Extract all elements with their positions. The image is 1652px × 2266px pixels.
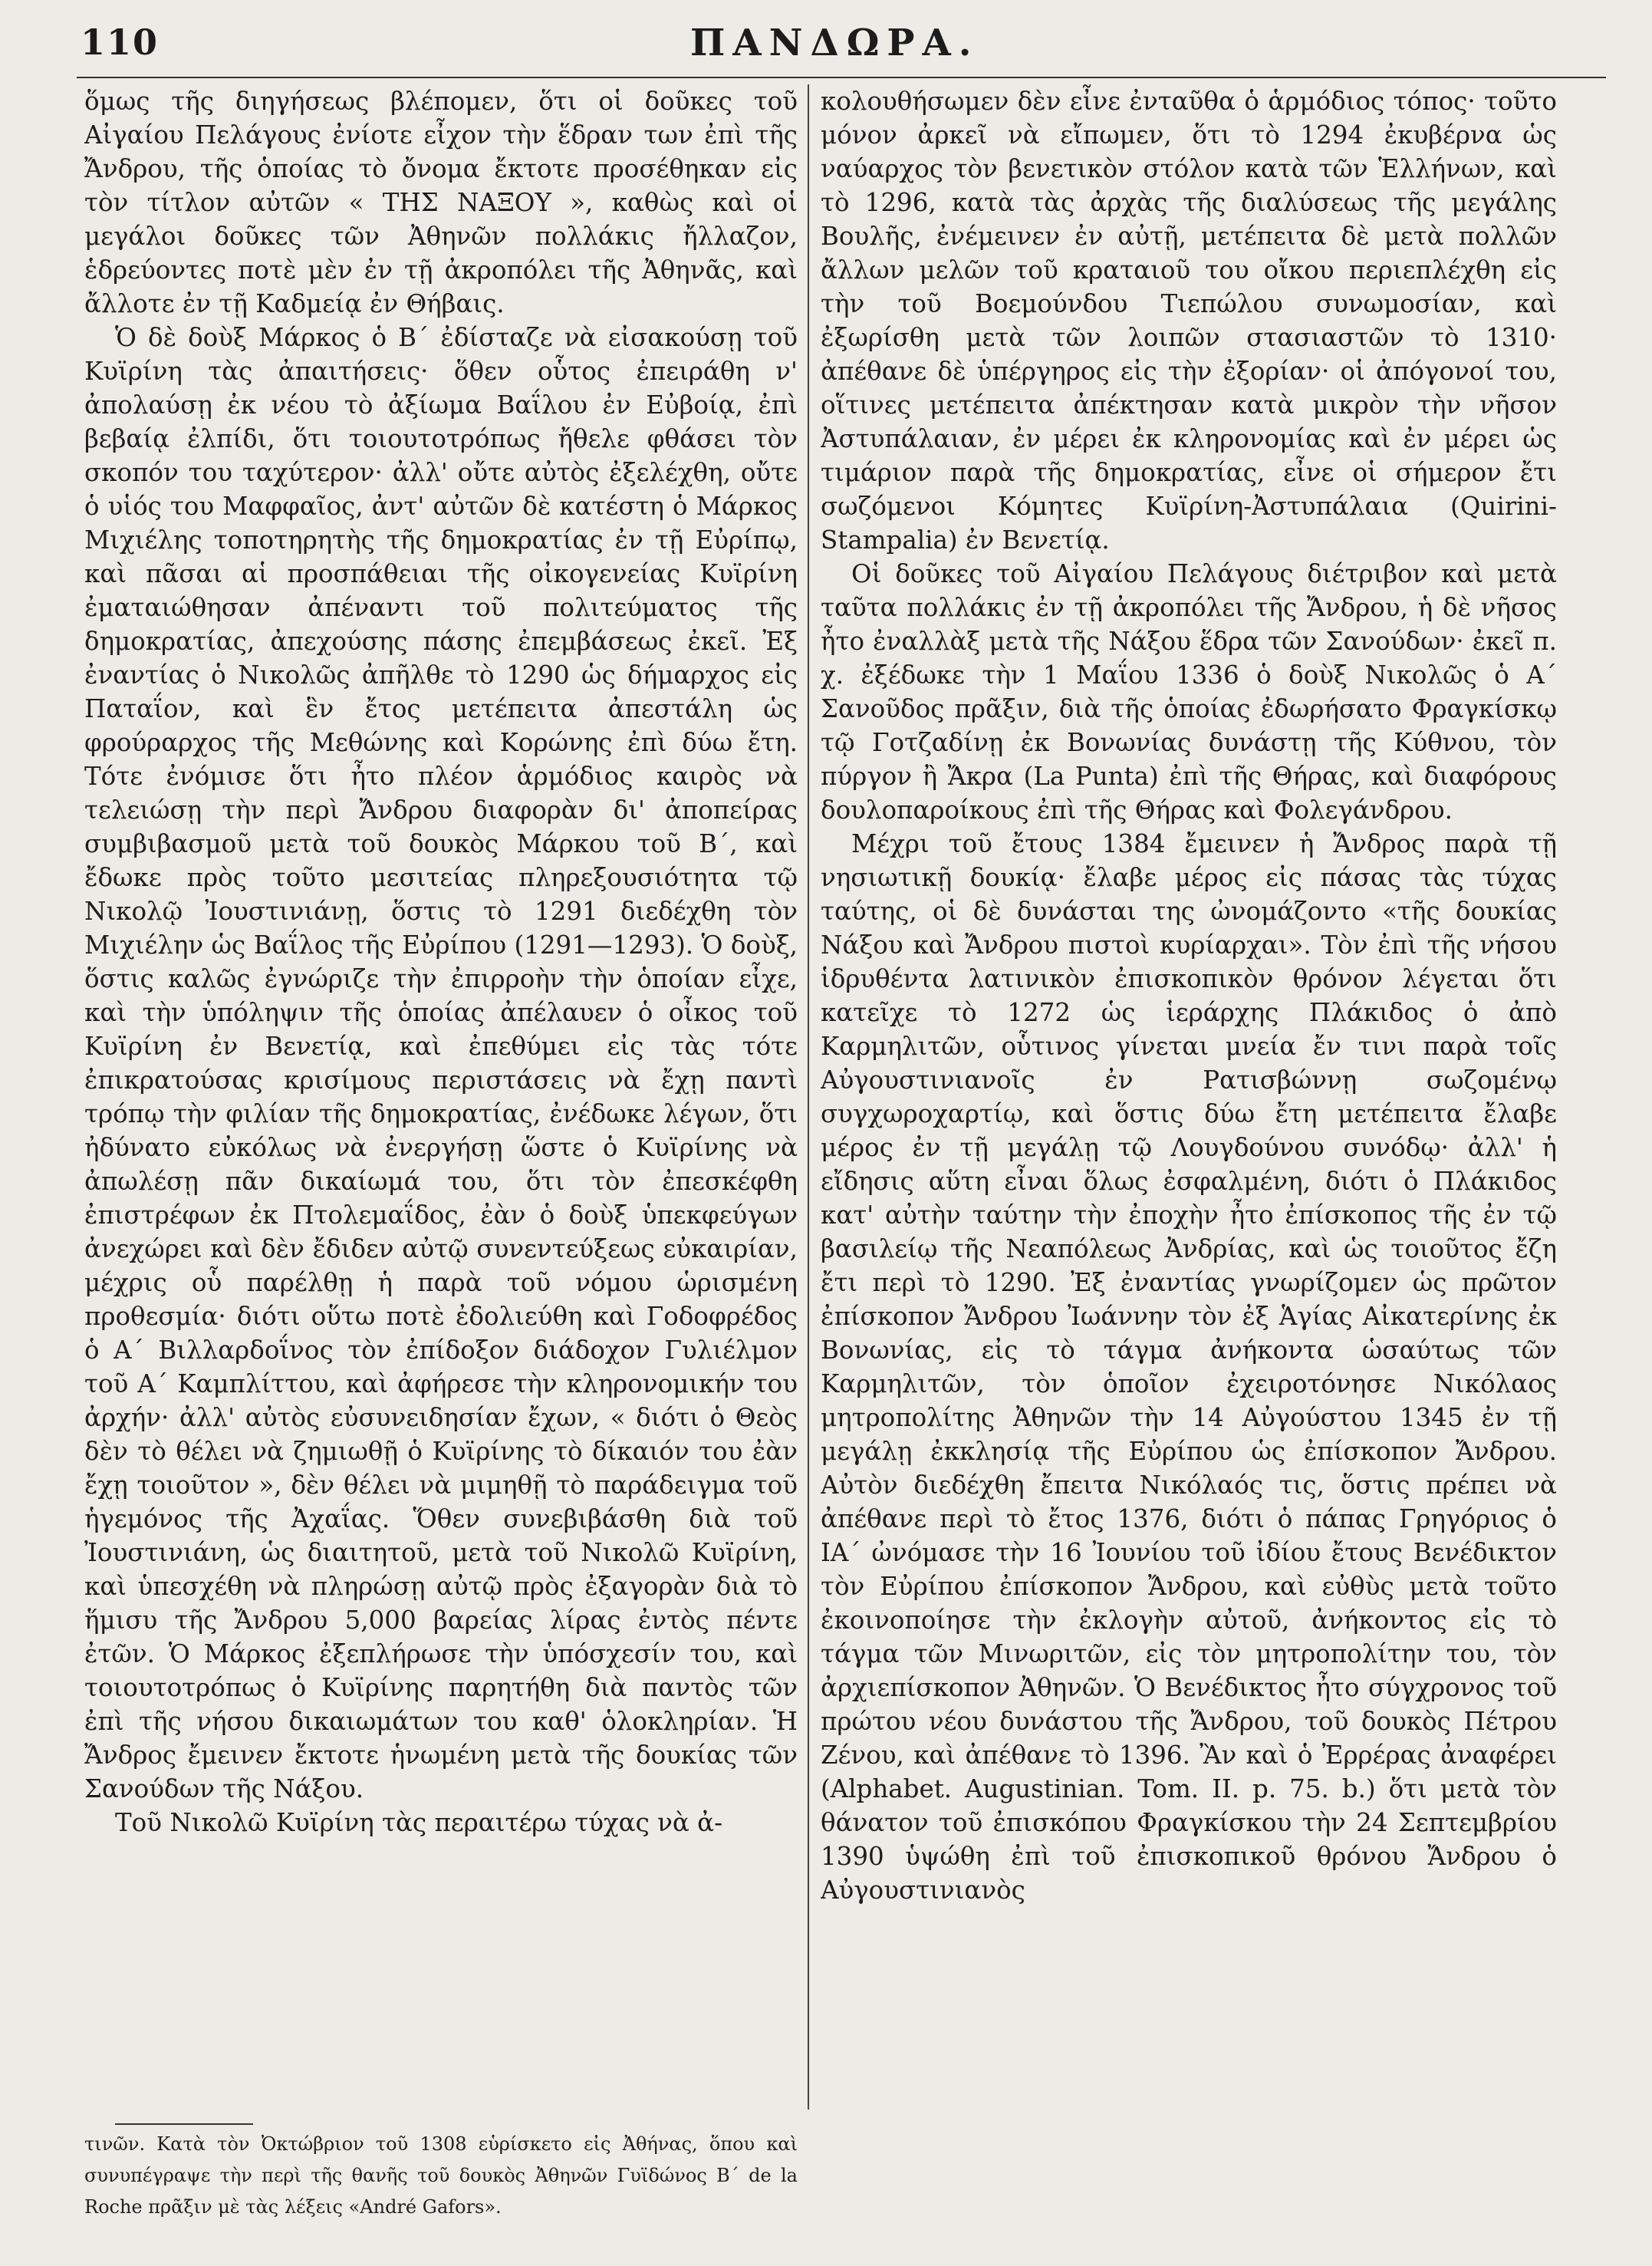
left-paragraph-1: ὅμως τῆς διηγήσεως βλέπομεν, ὅτι οἱ δοῦκες τοῦ Αἰγαίου Πελάγους ἐνίοτε εἶχον τὴν ἕδραν των ἐπὶ τῆς Ἄνδρου, τῆς ὁποίας τὸ ὄνομα ἔκτοτε προσέθηκαν εἰς τὸν τίτλον αὐτῶν « ΤΗΣ ΝΑΞΟΥ », καθὼς καὶ οἱ μεγάλοι δοῦκες τῶν Ἀθηνῶν πολλάκις ἤλλαζον, ἑδρεύοντες ποτὲ μὲν ἐν τῇ ἀκροπόλει τῆς Ἀθηνᾶς, καὶ ἄλλοτε ἐν τῇ Καδμείᾳ ἐν Θήβαις. (84, 87, 798, 318)
right-paragraph-3: Μέχρι τοῦ ἔτους 1384 ἔμεινεν ἡ Ἄνδρος παρὰ τῇ νησιωτικῇ δουκίᾳ· ἔλαβε μέρος εἰς πάσας τὰς τύχας ταύτης, οἱ δὲ δυνάσται της ὠνομάζοντο «τῆς δουκίας Νάξου καὶ Ἄνδρου πιστοὶ κυρίαρχαι». Τὸν ἐπὶ τῆς νήσου ἱδρυθέντα λατινικὸν ἐπισκοπικὸν θρόνον λέγεται ὅτι κατεῖχε τὸ 1272 ὡς ἱεράρχης Πλάκιδος ὁ ἀπὸ Καρμηλιτῶν, οὗτινος γίνεται μνεία ἔν τινι παρὰ τοῖς Αὐγουστινιανοῖς ἐν Ρατισβώννῃ σωζομένῳ συγχωροχαρτίῳ, καὶ ὅστις δύω ἔτη μετέπειτα ἔλαβε μέρος ἐν τῇ μεγάλῃ τῷ Λουγδούνου συνόδῳ· ἀλλ' ἡ εἴδησις αὕτη εἶναι ὅλως ἐσφαλμένη, διότι ὁ Πλάκιδος κατ' αὐτὴν ταύτην τὴν ἐποχὴν ἦτο ἐπίσκοπος τῆς ἐν τῷ βασιλείῳ τῆς Νεαπόλεως Ἀνδρίας, καὶ ὡς τοιοῦτος ἔζη ἔτι περὶ τὸ 1290. Ἐξ ἐναντίας γνωρίζομεν ὡς πρῶτον ἐπίσκοπον Ἄνδρου Ἰωάννην τὸν ἐξ Ἁγίας Αἰκατερίνης ἐκ Βονωνίας, εἰς τὸ τάγμα ἀνήκοντα ὡσαύτως τῶν Καρμηλιτῶν, τὸν ὁποῖον ἐχειροτόνησε Νικόλαος μητροπολίτης Ἀθηνῶν τὴν 14 Αὐγούστου 1345 ἐν τῇ μεγάλῃ ἐκκλησίᾳ τῆς Εὐρίπου ὡς ἐπίσκοπον Ἄνδρου. Αὐτὸν διεδέχθη ἔπειτα Νικόλαός τις, ὅστις πρέπει νὰ ἀπέθανε περὶ τὸ ἔτος 1376, διότι ὁ πάπας Γρηγόριος ὁ ΙΑ΄ ὠνόμασε τὴν 16 Ἰουνίου τοῦ ἰδίου ἔτους Βενέδικτον τὸν Εὐρίπου ἐπίσκοπον Ἄνδρου, καὶ εὐθὺς μετὰ τοῦτο ἐκοινοποίησε τὴν ἐκλογὴν αὐτοῦ, ἀνήκοντος εἰς τὸ τάγμα τῶν Μινωριτῶν, εἰς τὸν μητροπολίτην του, τὸν ἀρχιεπίσκοπον Ἀθηνῶν. Ὁ Βενέδικτος ἦτο σύγχρονος τοῦ πρώτου νέου δυνάστου τῆς Ἄνδρου, τοῦ δουκὸς Πέτρου Ζένου, καὶ ἀπέθανε τὸ 1396. Ἂν καὶ ὁ Ἐρρέρας ἀναφέρει (Alphabet. Augustinian. Tom. II. p. 75. b.) ὅτι μετὰ τὸν θάνατον τοῦ ἐπισκόπου Φραγκίσκου τὴν 24 Σεπτεμβρίου 1390 ὑψώθη ἐπὶ τοῦ ἐπισκοπικοῦ θρόνου Ἄνδρου ὁ Αὐγουστινιανὸς (821, 829, 1557, 1905)
column-divider (808, 84, 809, 2110)
header-rule (77, 77, 1606, 78)
footnote-rule (115, 2123, 253, 2125)
right-paragraph-2: Οἱ δοῦκες τοῦ Αἰγαίου Πελάγους διέτριβον καὶ μετὰ ταῦτα πολλάκις ἐν τῇ ἀκροπόλει τῆς Ἄνδρου, ἡ δὲ νῆσος ἦτο ἐναλλὰξ μετὰ τῆς Νάξου ἕδρα τῶν Σανούδων· ἐκεῖ π. χ. ἐξέδωκε τὴν 1 Μαΐου 1336 ὁ δοὺξ Νικολῶς ὁ Α΄ Σανοῦδος πρᾶξιν, διὰ τῆς ὁποίας ἐδωρήσατο Φραγκίσκῳ τῷ Γοτζαδίνῃ ἐκ Βονωνίας δυνάστῃ τῆς Κύθνου, τὸν πύργον ἢ Ἄκρα (La Punta) ἐπὶ τῆς Θήρας, καὶ διαφόρους δουλοπαροίκους ἐπὶ τῆς Θήρας καὶ Φολεγάνδρου. (821, 559, 1557, 825)
footnote: τινῶν. Κατὰ τὸν Ὀκτώβριον τοῦ 1308 εὑρίσκετο εἰς Ἀθήνας, ὅπου καὶ συνυπέγραψε τὴν περὶ τῆς θανῆς τοῦ δουκὸς Ἀθηνῶν Γυϊδώνος Β΄ de la Roche πρᾶξιν μὲ τὰς λέξεις «André Gafors». (84, 2133, 798, 2218)
right-column (821, 84, 1557, 2255)
page-number: 110 (81, 21, 160, 63)
left-paragraph-3: Τοῦ Νικολῶ Κυϊρίνη τὰς περαιτέρω τύχας νὰ ἀ- (115, 1808, 723, 1837)
running-title: ΠΑΝΔΩΡΑ. (690, 21, 979, 64)
left-column (84, 84, 798, 2110)
left-paragraph-2: Ὁ δὲ δοὺξ Μάρκος ὁ Β΄ ἐδίσταζε νὰ εἰσακούσῃ τοῦ Κυϊρίνη τὰς ἀπαιτήσεις· ὅθεν οὗτος ἐπειράθη ν' ἀπολαύσῃ ἐκ νέου τὸ ἀξίωμα Βαΐλου ἐν Εὐβοίᾳ, ἐπὶ βεβαίᾳ ἐλπίδι, ὅτι τοιουτοτρόπως ἤθελε φθάσει τὸν σκοπόν του ταχύτερον· ἀλλ' οὔτε αὐτὸς ἐξελέχθη, οὔτε ὁ υἱός του Μαφφαῖος, ἀντ' αὐτῶν δὲ κατέστη ὁ Μάρκος Μιχιέλης τοποτηρητὴς τῆς δημοκρατίας ἐν τῇ Εὐρίπῳ, καὶ πᾶσαι αἱ προσπάθειαι τῆς οἰκογενείας Κυϊρίνη ἐματαιώθησαν ἀπέναντι τοῦ πολιτεύματος τῆς δημοκρατίας, ἀπεχούσης πάσης ἐπεμβάσεως ἐκεῖ. Ἐξ ἐναντίας ὁ Νικολῶς ἀπῆλθε τὸ 1290 ὡς δήμαρχος εἰς Παταΐον, καὶ ἓν ἔτος μετέπειτα ἀπεστάλη ὡς φρούραρχος τῆς Μεθώνης καὶ Κορώνης ἐπὶ δύω ἔτη. Τότε ἐνόμισε ὅτι ἦτο πλέον ἁρμόδιος καιρὸς νὰ τελειώσῃ τὴν περὶ Ἄνδρου διαφορὰν δι' ἀποπείρας συμβιβασμοῦ μετὰ τοῦ δουκὸς Μάρκου τοῦ Β΄, καὶ ἔδωκε πρὸς τοῦτο μεσιτείας πληρεξουσιότητα τῷ Νικολῷ Ἰουστινιάνῃ, ὅστις τὸ 1291 διεδέχθη τὸν Μιχιέλην ὡς Βαΐλος τῆς Εὐρίπου (1291—1293). Ὁ δοὺξ, ὅστις καλῶς ἐγνώριζε τὴν ἐπιρροὴν τὴν ὁποίαν εἶχε, καὶ τὴν ὑπόληψιν τῆς ὁποίας ἀπέλαυεν ὁ οἶκος τοῦ Κυϊρίνη ἐν Βενετίᾳ, καὶ ἐπεθύμει εἰς τὰς τότε ἐπικρατούσας κρισίμους περιστάσεις νὰ ἔχῃ παντὶ τρόπῳ τὴν φιλίαν τῆς δημοκρατίας, ἐνέδωκε λέγων, ὅτι ἠδύνατο εὐκόλως νὰ ἐνεργήσῃ ὥστε ὁ Κυϊρίνης νὰ ἀπωλέσῃ πᾶν δικαίωμά του, ὅτι τὸν ἐπεσκέφθη ἐπιστρέφων ἐκ Πτολεμαΐδος, ἐὰν ὁ δοὺξ ὑπεκφεύγων ἀνεχώρει καὶ δὲν ἔδιδεν αὐτῷ συνεντεύξεως εὐκαιρίαν, μέχρις οὗ παρέλθῃ ἡ παρὰ τοῦ νόμου ὡρισμένη προθεσμία· διότι οὕτω ποτὲ ἐδολιεύθη καὶ Γοδοφρέδος ὁ Α΄ Βιλλαρδοΐνος τὸν ἐπίδοξον διάδοχον Γυλιέλμον τοῦ Α΄ Καμπλίττου, καὶ ἀφήρεσε τὴν κληρονομικήν του ἀρχήν· ἀλλ' αὐτὸς εὐσυνειδησίαν ἔχων, « διότι ὁ Θεὸς δὲν τὸ θέλει νὰ ζημιωθῇ ὁ Κυϊρίνης τὸ δίκαιόν του ἐὰν ἔχῃ τοιοῦτον », δὲν θέλει νὰ μιμηθῇ τὸ παράδειγμα τοῦ ἡγεμόνος τῆς Ἀχαΐας. Ὅθεν συνεβιβάσθη διὰ τοῦ Ἰουστινιάνη, ὡς διαιτητοῦ, μετὰ τοῦ Νικολῶ Κυϊρίνη, καὶ ὑπεσχέθη νὰ πληρώσῃ αὐτῷ πρὸς ἐξαγορὰν διὰ τὸ ἥμισυ τῆς Ἄνδρου 5,000 βαρείας λίρας ἐντὸς πέντε ἐτῶν. Ὁ Μάρκος ἐξεπλήρωσε τὴν ὑπόσχεσίν του, καὶ τοιουτοτρόπως ὁ Κυϊρίνης παρητήθη διὰ παντὸς τῶν ἐπὶ τῆς νήσου δικαιωμάτων του καθ' ὁλοκληρίαν. Ἡ Ἄνδρος ἔμεινεν ἔκτοτε ἡνωμένη μετὰ τῆς δουκίας τῶν Σανούδων τῆς Νάξου. (84, 323, 798, 1803)
right-paragraph-1: κολουθήσωμεν δὲν εἶνε ἐνταῦθα ὁ ἁρμόδιος τόπος· τοῦτο μόνον ἀρκεῖ νὰ εἴπωμεν, ὅτι τὸ 1294 ἐκυβέρνα ὡς ναύαρχος τὸν βενετικὸν στόλον κατὰ τῶν Ἑλλήνων, καὶ τὸ 1296, κατὰ τὰς ἀρχὰς τῆς διαλύσεως τῆς μεγάλης Βουλῆς, ἐνέμεινεν ἐν αὐτῇ, μετέπειτα δὲ μετὰ πολλῶν ἄλλων μελῶν τοῦ κραταιοῦ του οἴκου περιεπλέχθη εἰς τὴν τοῦ Βοεμούνδου Τιεπώλου συνωμοσίαν, καὶ ἐξωρίσθη μετὰ τῶν λοιπῶν στασιαστῶν τὸ 1310· ἀπέθανε δὲ ὑπέργηρος εἰς τὴν ἐξορίαν· οἱ ἀπόγονοί του, οἵτινες μετέπειτα ἀπέκτησαν κατὰ μικρὸν τὴν νῆσον Ἀστυπάλαιαν, ἐν μέρει ἐκ κληρονομίας καὶ ἐν μέρει ὡς τιμάριον παρὰ τῆς δημοκρατίας, εἶνε οἱ σήμερον ἔτι σωζόμενοι Κόμητες Κυϊρίνη-Ἀστυπάλαια (Quirini-Stampalia) ἐν Βενετίᾳ. (821, 87, 1557, 555)
